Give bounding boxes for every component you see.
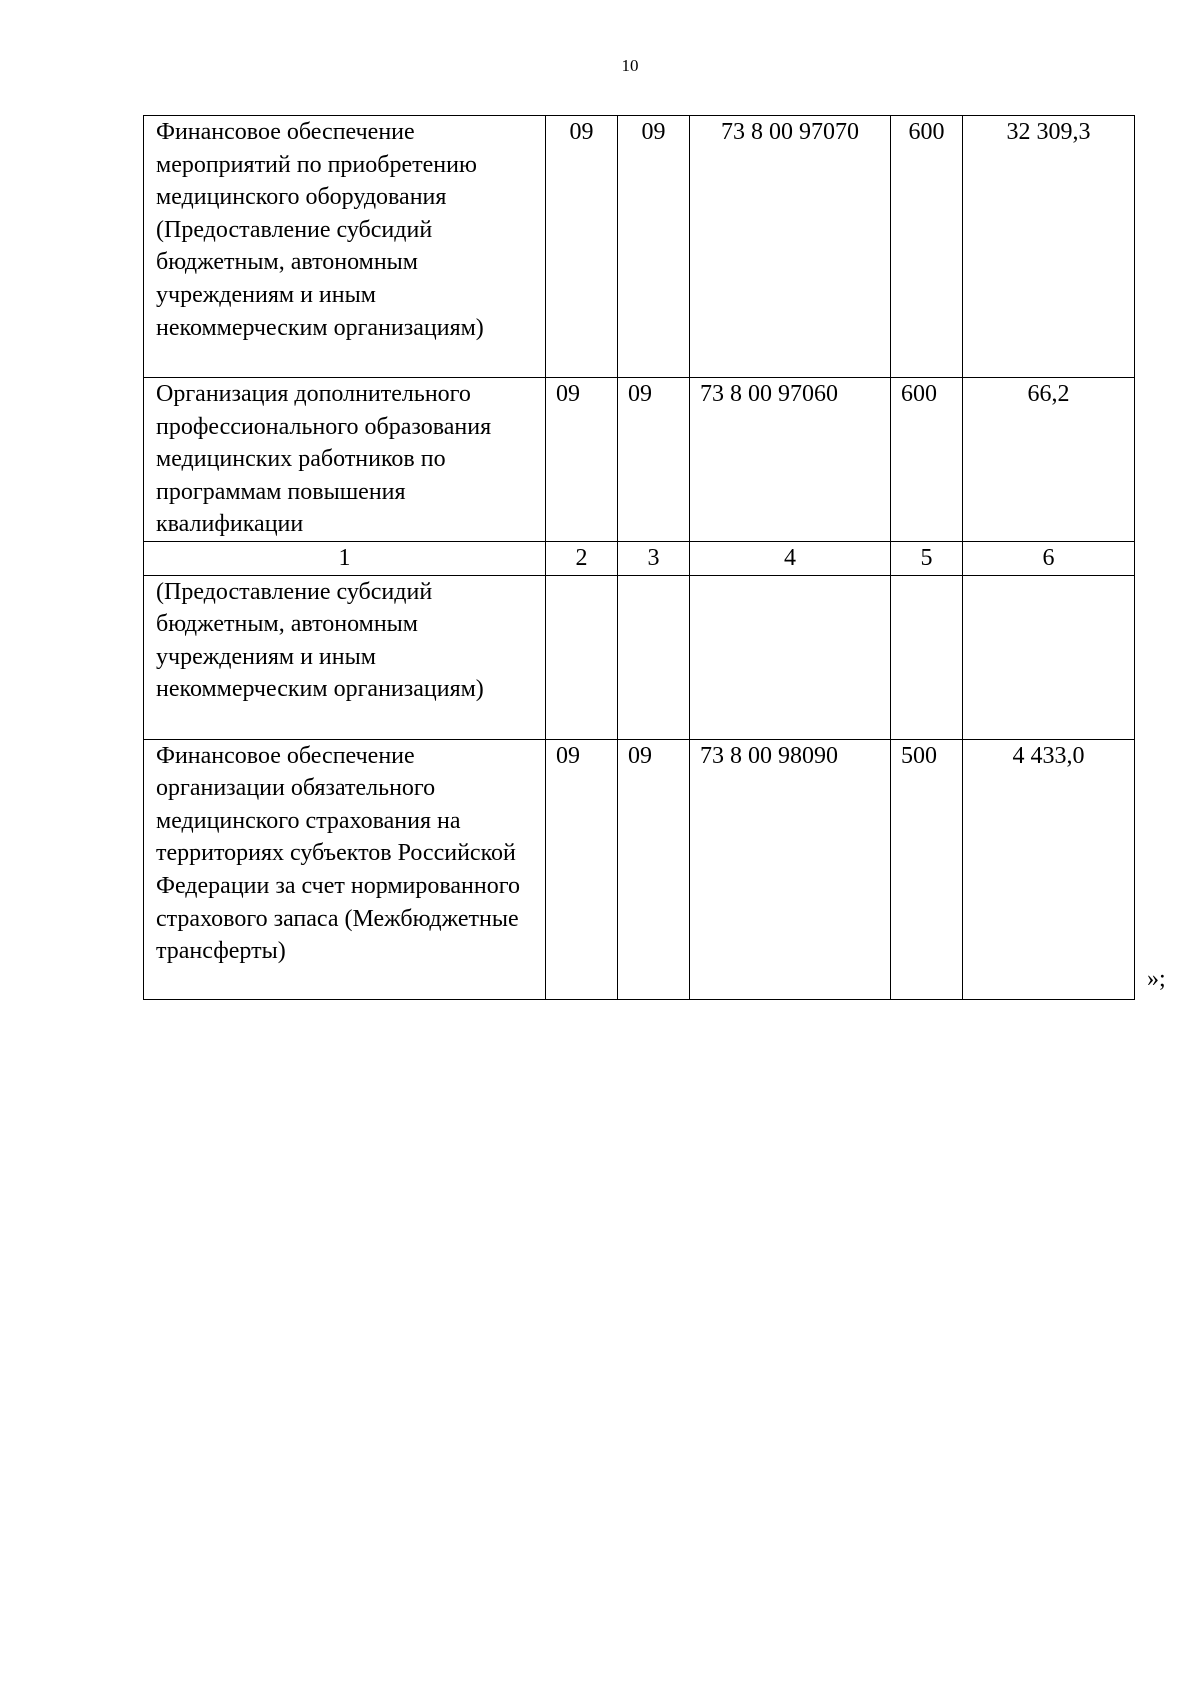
amount-value: 4 433,0 <box>963 739 1135 999</box>
target-item-code <box>690 575 891 739</box>
row-description: Финансовое обеспечение организации обязательного медицинского страхования на территориях субъектов Российской Федерации за счет нормированного страхового запаса (Межбюджетные трансферты) <box>144 739 546 999</box>
column-number: 5 <box>891 541 963 575</box>
table-row <box>144 116 1135 378</box>
column-number: 3 <box>618 541 690 575</box>
page-number: 10 <box>621 56 639 75</box>
expense-type-code: 600 <box>891 378 963 542</box>
column-number: 6 <box>963 541 1135 575</box>
table-row <box>144 739 1135 999</box>
section-code <box>546 575 618 739</box>
row-description: (Предоставление субсидий бюджетным, автономным учреждениям и иным некоммерческим организациям) <box>144 575 546 739</box>
expense-type-code: 600 <box>891 116 963 378</box>
subsection-code <box>618 575 690 739</box>
column-number: 4 <box>690 541 891 575</box>
amount-value: 66,2 <box>963 378 1135 542</box>
closing-quote-mark: »; <box>1147 966 1166 992</box>
row-description: Финансовое обеспечение мероприятий по приобретению медицинского оборудования (Предоставление субсидий бюджетным, автономным учреждениям и иным некоммерческим организациям) <box>144 116 546 378</box>
target-item-code: 73 8 00 97070 <box>690 116 891 378</box>
amount-value <box>963 575 1135 739</box>
section-code: 09 <box>546 116 618 378</box>
target-item-code: 73 8 00 98090 <box>690 739 891 999</box>
column-number-row <box>144 541 1135 575</box>
subsection-code: 09 <box>618 378 690 542</box>
target-item-code: 73 8 00 97060 <box>690 378 891 542</box>
table-row <box>144 575 1135 739</box>
amount-value: 32 309,3 <box>963 116 1135 378</box>
section-code: 09 <box>546 739 618 999</box>
expense-type-code <box>891 575 963 739</box>
table-row <box>144 378 1135 542</box>
budget-table <box>143 115 1135 1000</box>
section-code: 09 <box>546 378 618 542</box>
expense-type-code: 500 <box>891 739 963 999</box>
subsection-code: 09 <box>618 116 690 378</box>
column-number: 2 <box>546 541 618 575</box>
row-description: Организация дополнительного профессионального образования медицинских работников по программам повышения квалификации <box>144 378 546 542</box>
subsection-code: 09 <box>618 739 690 999</box>
column-number: 1 <box>144 541 546 575</box>
